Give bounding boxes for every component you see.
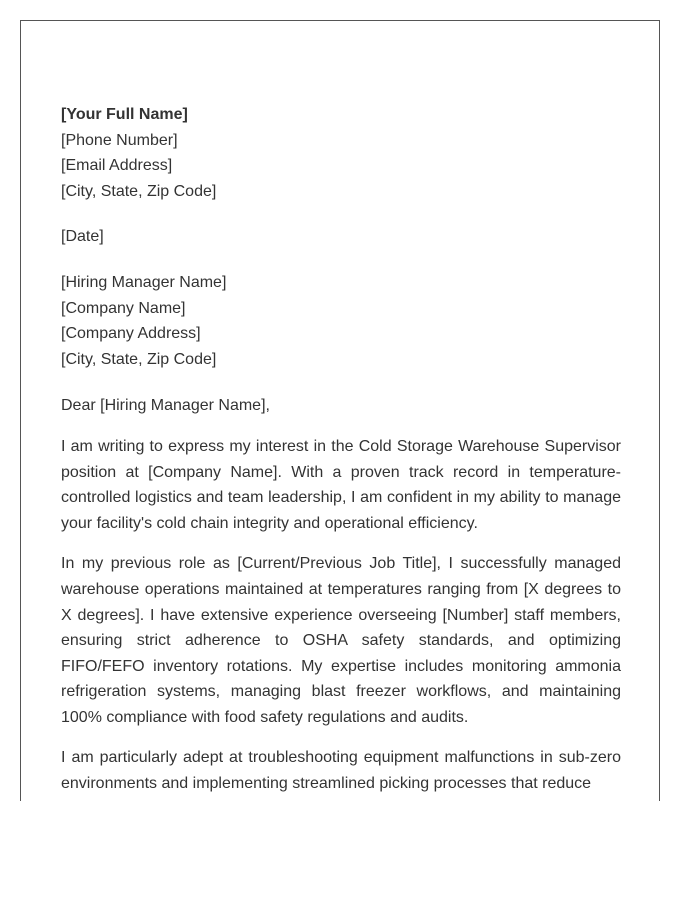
recipient-address: [Company Address] bbox=[61, 325, 201, 343]
sender-email: [Email Address] bbox=[61, 157, 173, 175]
sender-block bbox=[61, 102, 621, 204]
body-paragraph-2: In my previous role as [Current/Previous Job Title], I successfully managed warehouse operations maintained at temperatures ranging from [X degrees to X degrees]. I have extensive experience overseeing [Number] staff members, ensuring strict adherence to OSHA safety standards, and optimizing FIFO/FEFO inventory rotations. My expertise includes monitoring ammonia refrigeration systems, managing blast freezer workflows, and maintaining 100% compliance with food safety regulations and audits. bbox=[61, 555, 621, 726]
sender-name: [Your Full Name] bbox=[61, 106, 188, 123]
sender-phone: [Phone Number] bbox=[61, 131, 178, 149]
letter-date: [Date] bbox=[61, 228, 104, 246]
recipient-city: [City, State, Zip Code] bbox=[61, 350, 217, 368]
body-paragraph-1: I am writing to express my interest in the Cold Storage Warehouse Supervisor position at [Company Name]. With a proven track record in temperature-controlled logistics and team leadership, I am confident in my ability to manage your facility's cold chain integrity and operational efficiency. bbox=[61, 437, 621, 532]
recipient-company: [Company Name] bbox=[61, 299, 186, 317]
date-block bbox=[61, 224, 621, 250]
recipient-block bbox=[61, 270, 621, 372]
letter-content bbox=[61, 102, 621, 801]
letter-page bbox=[20, 20, 660, 801]
body-paragraph-3: I am particularly adept at troubleshooting equipment malfunctions in sub-zero environments and implementing streamlined picking processes that reduce bbox=[61, 749, 621, 793]
salutation: Dear [Hiring Manager Name], bbox=[61, 397, 270, 415]
sender-city: [City, State, Zip Code] bbox=[61, 182, 217, 200]
recipient-manager: [Hiring Manager Name] bbox=[61, 273, 227, 291]
